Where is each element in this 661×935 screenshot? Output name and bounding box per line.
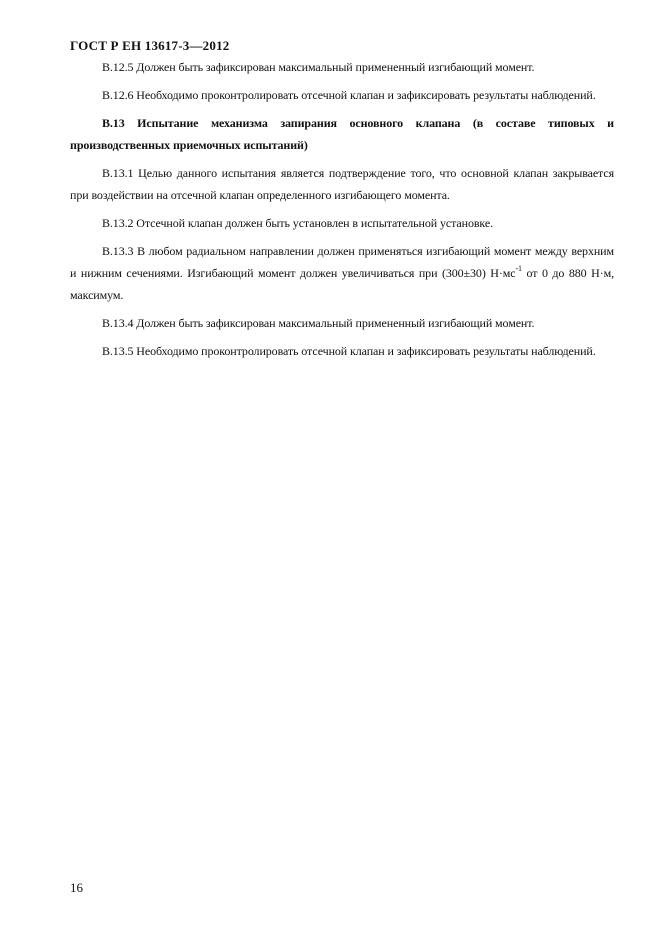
paragraph-b-13-3	[70, 240, 614, 306]
paragraph-b-13-1: В.13.1 Целью данного испытания является подтверждение того, что основной клапан закрывается при воздействии на отсечной клапан определенного изгибающего момента.	[70, 166, 614, 202]
document-header-code: ГОСТ Р ЕН 13617-3—2012	[70, 38, 230, 53]
paragraph-b-13-3-tail: от 0 до 880 Н·м, максимум.	[70, 266, 614, 302]
paragraph-b-13-2: В.13.2 Отсечной клапан должен быть установлен в испытательной установке.	[102, 216, 493, 230]
section-heading-b-13: В.13 Испытание механизма запирания основного клапана (в составе типовых и производственных приемочных испытаний)	[70, 116, 614, 152]
paragraph-b-13-4: В.13.4 Должен быть зафиксирован максимальный примененный изгибающий момент.	[102, 316, 535, 330]
paragraph-b-13-5: В.13.5 Необходимо проконтролировать отсечной клапан и зафиксировать результаты наблюдений.	[102, 344, 596, 358]
paragraph-b-12-6: В.12.6 Необходимо проконтролировать отсечной клапан и зафиксировать результаты наблюдений.	[102, 88, 596, 102]
paragraph-b-13-3-text: В.13.3 В любом радиальном направлении должен применяться изгибающий момент между верхним и нижним сечениями. Изгибающий момент должен увеличиваться при (300±30) Н·мс	[70, 244, 614, 280]
page-number: 16	[70, 880, 83, 895]
unit-superscript: -1	[515, 264, 522, 273]
paragraph-b-12-5: В.12.5 Должен быть зафиксирован максимальный примененный изгибающий момент.	[102, 60, 535, 74]
document-body	[70, 56, 614, 368]
